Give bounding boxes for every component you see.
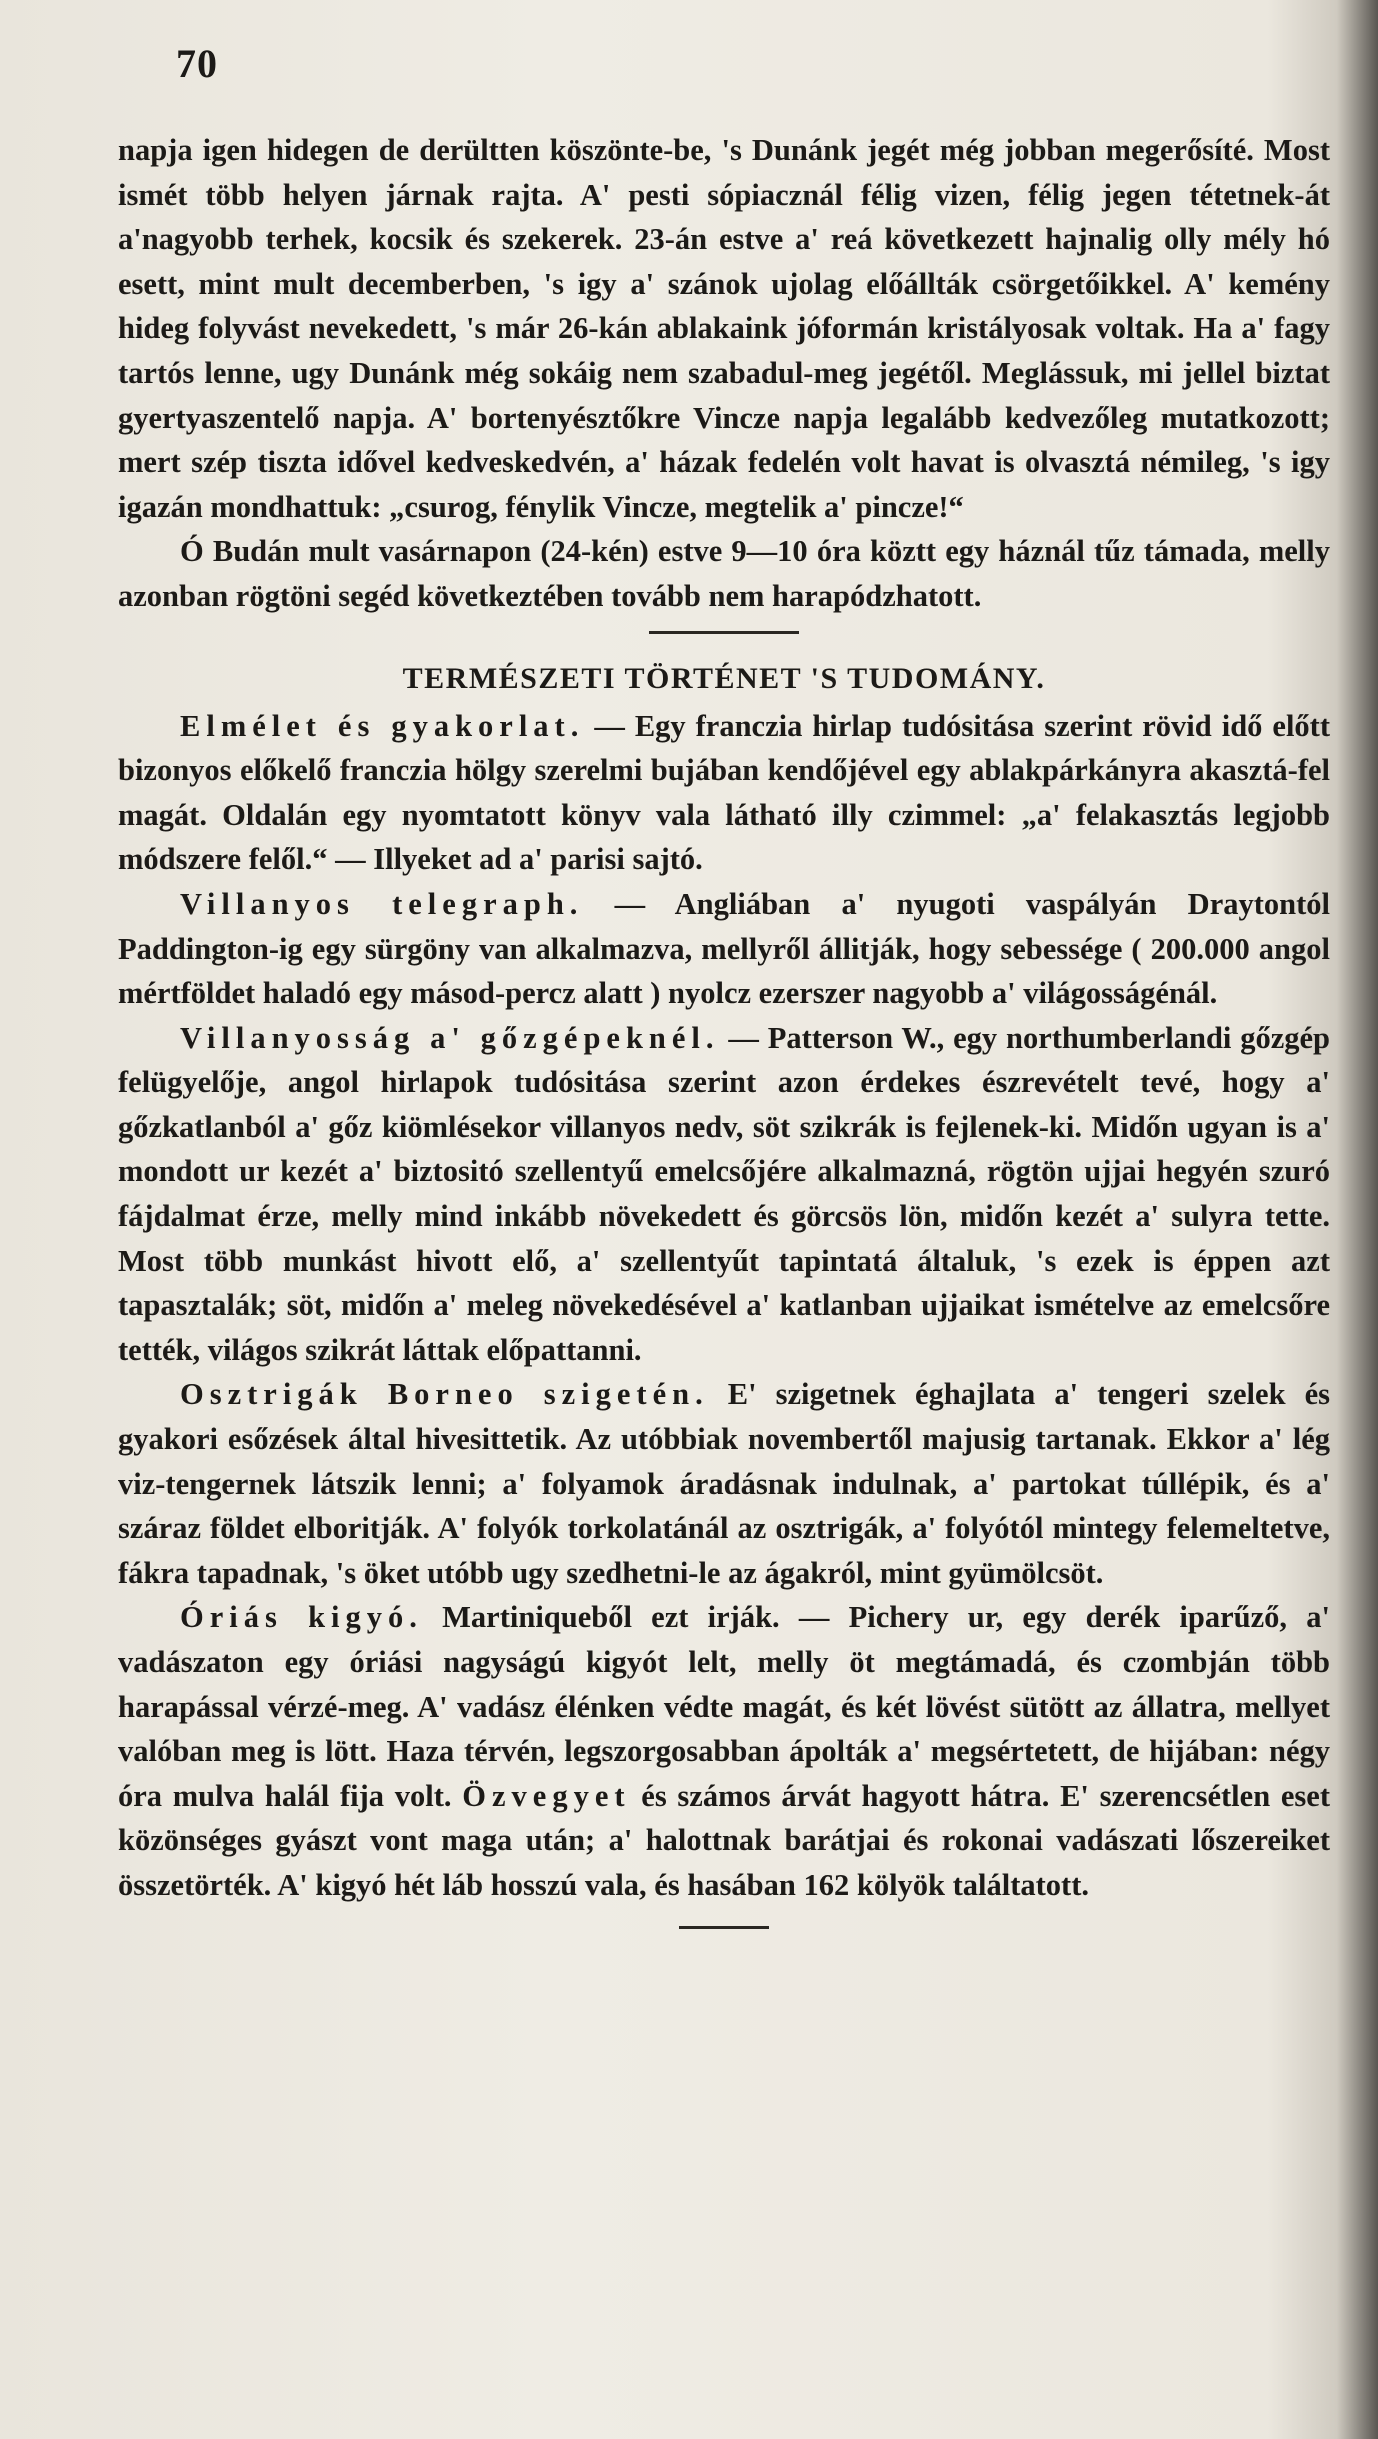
article-body: E' szigetnek éghajlata a' tengeri szelek és gyakori esőzések által hivesittetik. Az utóbbiak novembertől majusig tartanak. Ekkor a' lég viz-tengernek látszik lenni; a' folyamok áradásnak indulnak, a' partokat túllépik, és a' száraz földet elboritják. A' folyók torkolatánál az osztrigák, a' folyótól mintegy felemeltetve, fákra tapadnak, 's öket utóbb ugy szedhetni-le az ágakról, mint gyümölcsöt.: [118, 1377, 1330, 1590]
buda-fire-paragraph: Ó Budán mult vasárnapon (24-kén) estve 9—10 óra köztt egy háznál tűz támada, melly azonban rögtöni segéd következtében tovább nem harapódzhatott.: [118, 534, 1330, 613]
article-heading: Villanyos telegraph.: [180, 886, 584, 921]
text-column: [118, 128, 1330, 1929]
article-body: Martiniqueből ezt irják. — Pichery ur, egy derék iparűző, a' vadászaton egy óriási nagyságú kigyót lelt, melly öt megtámadá, és czombján több harapással vérzé-meg. A' vadász élénken védte magát, és két lövést sütött az állatra, mellyet valóban meg is lött. Haza térvén, legszorgosabban ápolták a' megsértetett, de hijában: négy óra mulva halál fija volt.: [118, 1600, 1330, 1813]
article-inline-heading: Özvegyet: [462, 1778, 631, 1813]
article-borneo-oysters: [118, 1372, 1330, 1595]
intro-paragraph: napja igen hidegen de derültten köszönte-be, 's Dunánk jegét még jobban megerősíté. Most ismét több helyen járnak rajta. A' pesti sópiacznál félig vizen, félig jegen tétetnek-át a'nagyobb terhek, kocsik és szekerek. 23-án estve a' reá következett hajnalig olly mély hó esett, mint mult decemberben, 's igy a' szánok ujolag előállták csörgetőikkel. A' kemény hideg folyvást nevekedett, 's már 26-kán ablakaink jóformán kristályosak voltak. Ha a' fagy tartós lenne, ugy Dunánk még sokáig nem szabadul-meg jegétől. Meglássuk, mi jellel biztat gyertyaszentelő napja. A' bortenyésztőkre Vincze napja legalább kedvezőleg mutatkozott; mert szép tiszta idővel kedveskedvén, a' házak fedelén volt havat is olvasztá némileg, 's igy igazán mondhattuk: „csurog, fénylik Vincze, megtelik a' pincze!“: [118, 133, 1330, 524]
article-steam-electricity: [118, 1016, 1330, 1373]
article-body: — Patterson W., egy northumberlandi gőzgép felügyelője, angol hirlapok tudósitása szerint azon érdekes észrevételt tevé, hogy a' gőzkatlanból a' gőz kiömlésekor villanyos nedv, söt szikrák is fejlenek-ki. Midőn ugyan is a' mondott ur kezét a' biztositó szellentyű emelcsőjére alkalmazná, rögtön ujjai hegyén szuró fájdalmat érze, melly mind inkább növekedett és görcsös lön, midőn kezét a' sulyra tette. Most több munkást hivott elő, a' szellentyűt tapintatá általuk, 's ezek is éppen azt tapasztalák; söt, midőn a' meleg növekedésével a' katlanban ujjaikat ismételve az emelcsőre tették, világos szikrát láttak előpattanni.: [118, 1020, 1330, 1367]
article-theory-practice: [118, 704, 1330, 882]
page-number: 70: [176, 41, 218, 86]
article-body: — Angliában a' nyugoti vaspályán Draytontól Paddington-ig egy sürgöny van alkalmazva, mellyről állitják, hogy sebessége ( 200.000 angol mértföldet haladó egy másod-percz alatt ) nyolcz ezerszer nagyobb a' világosságénál.: [118, 886, 1330, 1011]
article-heading: Elmélet és gyakorlat.: [180, 708, 585, 743]
article-electric-telegraph: [118, 882, 1330, 1016]
article-heading: Villanyosság a' gőzgépeknél.: [180, 1020, 720, 1055]
article-heading: Osztrigák Borneo szigetén.: [180, 1377, 709, 1412]
article-heading: Óriás kigyó.: [180, 1600, 423, 1635]
separator-rule: [649, 631, 799, 634]
article-body: — Egy franczia hirlap tudósitása szerint rövid idő előtt bizonyos előkelő franczia hölgy szerelmi bujában kendőjével egy ablakpárkányra akasztá-fel magát. Oldalán egy nyomtatott könyv vala látható illy czimmel: „a' felakasztás legjobb módszere felől.“ — Illyeket ad a' parisi sajtó.: [118, 708, 1330, 877]
section-title: TERMÉSZETI TÖRTÉNET 'S TUDOMÁNY.: [402, 661, 1046, 695]
article-body-continued: és számos árvát hagyott hátra. E' szerencsétlen eset közönséges gyászt vont maga után; a' halottnak barátjai és rokonai vadászati lőszereiket összetörték. A' kigyó hét láb hosszú vala, és hasában 162 kölyök találtatott.: [118, 1778, 1330, 1902]
end-rule: [679, 1926, 769, 1929]
article-giant-snake: [118, 1595, 1330, 1907]
